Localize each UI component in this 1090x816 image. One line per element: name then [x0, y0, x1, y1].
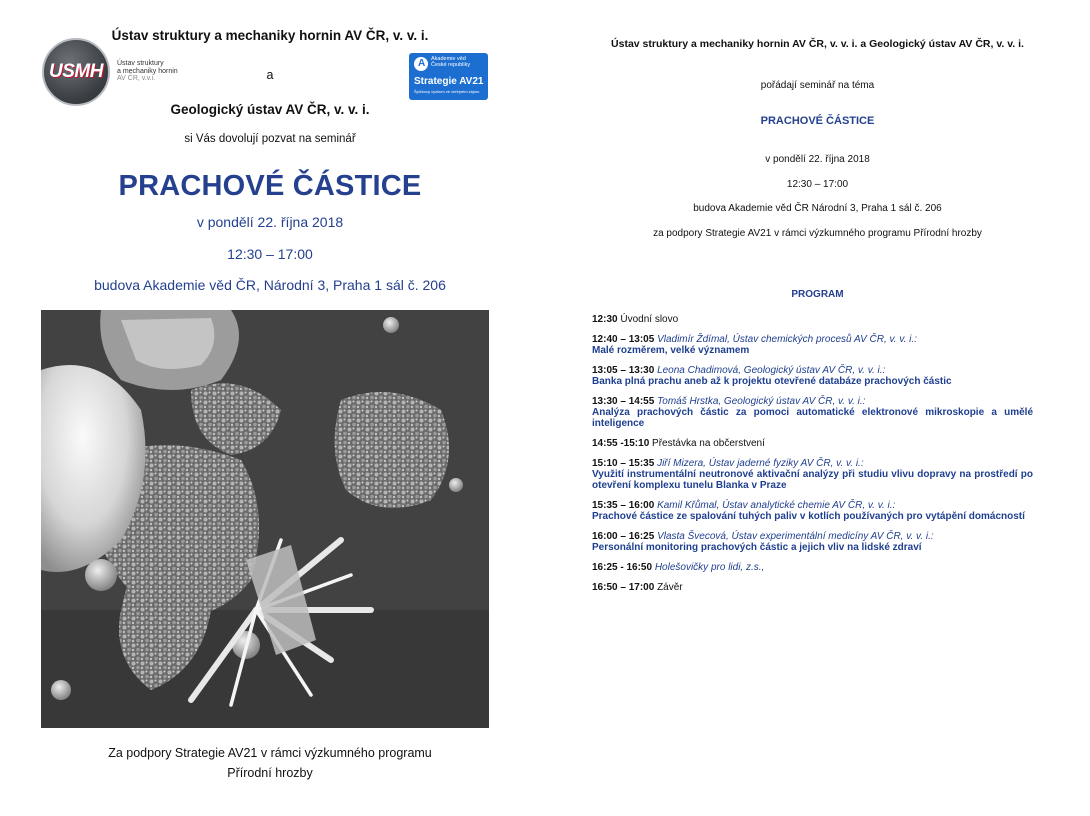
av21-logo: A Akademie věd České republiky Strategie AV21 Špičkový výzkum ve veřejném zájmu — [409, 53, 488, 100]
usmh-logo: USMH — [42, 38, 110, 106]
program-seminar-title: PRACHOVÉ ČÁSTICE — [760, 115, 875, 127]
program-item: 13:30 – 14:55 Tomáš Hrstka, Geologický ústav AV ČR, v. v. i.: Analýza prachových částic za pomoci automatické elektronové mikroskopie a umělé inteligence — [592, 396, 1033, 429]
invitation-page — [0, 0, 540, 816]
conjunction: a — [266, 68, 274, 82]
program-list — [592, 314, 1033, 602]
program-item: 16:00 – 16:25 Vlasta Švecová, Ústav experimentální medicíny AV ČR, v. v. i.: Personální monitoring prachových částic a jejich vliv na lidské zdraví — [592, 531, 934, 553]
org-name-1: Ústav struktury a mechaniky hornin AV ČR, v. v. i. — [111, 28, 429, 43]
program-item: 13:05 – 13:30 Leona Chadimová, Geologický ústav AV ČR, v. v. i.: Banka plná prachu aneb až k projektu otevřené databáze prachových částic — [592, 365, 952, 387]
program-item: 12:30 Úvodní slovo — [592, 314, 679, 325]
org-name-2: Geologický ústav AV ČR, v. v. i. — [170, 102, 370, 117]
program-date: v pondělí 22. října 2018 — [765, 154, 870, 165]
usmh-logo-text: Ústav struktury a mechaniky hornin AV ČR, v.v.i. — [117, 60, 178, 82]
program-heading: PROGRAM — [791, 289, 844, 300]
presents-text: pořádají seminář na téma — [760, 80, 875, 91]
program-item: 14:55 -15:10 Přestávka na občerstvení — [592, 438, 765, 449]
program-page — [545, 0, 1090, 816]
program-item: 16:50 – 17:00 Závěr — [592, 582, 683, 593]
invite-text: si Vás dovolují pozvat na seminář — [184, 133, 356, 145]
program-item: 15:35 – 16:00 Kamil Křůmal, Ústav analytické chemie AV ČR, v. v. i.: Prachové částice ze spalování tuhých paliv v kotlích používaných pro vytápění domácností — [592, 500, 1025, 522]
seminar-time: 12:30 – 17:00 — [227, 246, 313, 262]
organizers-header: Ústav struktury a mechaniky hornin AV ČR, v. v. i. a Geologický ústav AV ČR, v. v. i. — [611, 38, 1024, 50]
program-item: 12:40 – 13:05 Vladimír Ždímal, Ústav chemických procesů AV ČR, v. v. i.: Malé rozměrem, velké významem — [592, 334, 917, 356]
support-note-line1: Za podpory Strategie AV21 v rámci výzkumného programu — [108, 746, 432, 760]
program-support: za podpory Strategie AV21 v rámci výzkumného programu Přírodní hrozby — [653, 228, 982, 239]
support-note-line2: Přírodní hrozby — [227, 766, 313, 780]
seminar-venue: budova Akademie věd ČR, Národní 3, Praha 1 sál č. 206 — [94, 277, 446, 293]
sem-dust-image — [41, 310, 489, 728]
program-venue: budova Akademie věd ČR Národní 3, Praha 1 sál č. 206 — [693, 203, 942, 214]
program-item: 15:10 – 15:35 Jiří Mizera, Ústav jaderné fyziky AV ČR, v. v. i.: Využití instrumentální neutronové aktivační analýzy při studiu vlivu dopravy na prostředí po otevření komplexu tunelu Blanka v Praze — [592, 458, 1033, 491]
seminar-date: v pondělí 22. října 2018 — [196, 214, 344, 230]
program-time: 12:30 – 17:00 — [786, 179, 849, 190]
seminar-title: PRACHOVÉ ČÁSTICE — [118, 170, 422, 202]
program-item: 16:25 - 16:50 Holešovičky pro lidi, z.s., — [592, 562, 765, 573]
